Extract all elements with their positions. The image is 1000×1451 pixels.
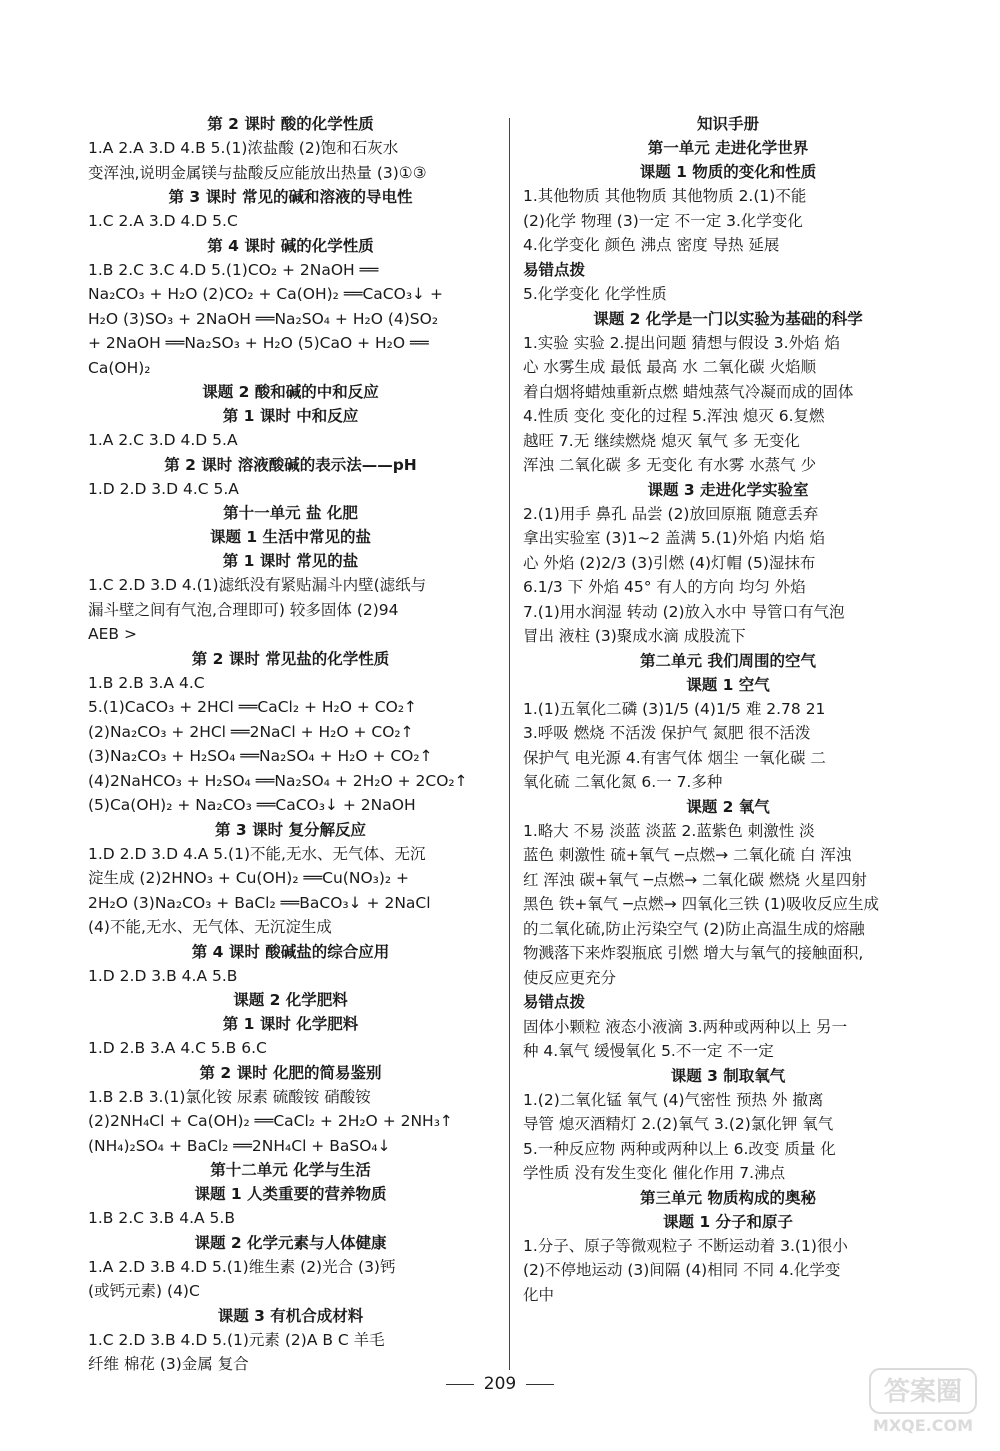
answer-line: 纤维 棉花 (3)金属 复合 xyxy=(88,1355,249,1373)
answer-line: 保护气 电光源 4.有害气体 烟尘 一氧化碳 二 xyxy=(523,748,826,767)
answer-line: 5.(1)CaCO₃ + 2HCl ══CaCl₂ + H₂O + CO₂↑ xyxy=(88,698,418,716)
answer-line: 红 浑浊 碳+氧气 ─点燃→ 二氧化碳 燃烧 火星四射 xyxy=(523,870,867,889)
answer-line: 1.(1)五氧化二磷 (3)1/5 (4)1/5 难 2.78 21 xyxy=(523,699,826,718)
answer-line: (2)不停地运动 (3)间隔 (4)相同 不同 4.化学变 xyxy=(523,1261,841,1279)
right-column xyxy=(523,112,933,1307)
watermark-bottom: MXQE.COM xyxy=(872,1416,974,1435)
answer-line: 7.(1)用水润湿 转动 (2)放入水中 导管口有气泡 xyxy=(523,602,845,621)
answer-line: 1.D 2.B 3.A 4.C 5.B 6.C xyxy=(88,1039,267,1057)
section-heading: 第一单元 走进化学世界 xyxy=(647,139,809,157)
answer-line: (2)化学 物理 (3)一定 不一定 3.化学变化 xyxy=(523,211,803,230)
answer-line: 1.B 2.C 3.C 4.D 5.(1)CO₂ + 2NaOH ══ xyxy=(88,260,379,279)
answer-line: 4.性质 变化 变化的过程 5.浑浊 熄灭 6.复燃 xyxy=(523,407,825,425)
left-column xyxy=(88,112,493,1377)
section-heading: 第 3 课时 复分解反应 xyxy=(215,820,366,839)
answer-line: 越旺 7.无 继续燃烧 熄灭 氧气 多 无变化 xyxy=(523,431,800,450)
answer-line: 3.呼吸 燃烧 不活泼 保护气 氮肥 很不活泼 xyxy=(523,724,811,742)
section-heading: 第十二单元 化学与生活 xyxy=(210,1161,371,1179)
answer-line: 心 外焰 (2)2/3 (3)引燃 (4)灯帽 (5)湿抹布 xyxy=(523,553,816,572)
answer-line: 2H₂O (3)Na₂CO₃ + BaCl₂ ══BaCO₃↓ + 2NaCl xyxy=(88,893,431,912)
answer-line: 固体小颗粒 液态小液滴 3.两种或两种以上 另一 xyxy=(523,1017,848,1036)
answer-line: (NH₄)₂SO₄ + BaCl₂ ══2NH₄Cl + BaSO₄↓ xyxy=(88,1136,391,1155)
answer-line: 浑浊 二氧化碳 多 无变化 有水雾 水蒸气 少 xyxy=(523,456,817,474)
answer-line: (2)Na₂CO₃ + 2HCl ══2NaCl + H₂O + CO₂↑ xyxy=(88,722,414,741)
section-heading: 课题 2 化学是一门以实验为基础的科学 xyxy=(593,309,863,328)
answer-line: 1.B 2.B 3.A 4.C xyxy=(88,673,205,692)
section-heading: 第 4 课时 酸碱盐的综合应用 xyxy=(191,942,390,961)
watermark-logo xyxy=(868,1367,978,1437)
section-heading: 课题 3 走进化学实验室 xyxy=(647,480,809,499)
section-heading: 第十一单元 盐 化肥 xyxy=(223,504,358,522)
section-heading: 课题 2 氧气 xyxy=(686,797,770,816)
section-heading: 课题 1 人类重要的营养物质 xyxy=(194,1185,387,1203)
answer-line: 拿出实验室 (3)1~2 盖满 5.(1)外焰 内焰 焰 xyxy=(523,529,826,547)
section-heading: 第 2 课时 溶液酸碱的表示法——pH xyxy=(164,455,417,474)
section-heading: 课题 3 制取氧气 xyxy=(670,1066,786,1085)
section-heading: 第二单元 我们周围的空气 xyxy=(640,651,816,670)
answer-line: 1.略大 不易 淡蓝 淡蓝 2.蓝紫色 刺激性 淡 xyxy=(523,821,815,840)
answer-line: 1.C 2.A 3.D 4.D 5.C xyxy=(88,212,238,230)
answer-line: 学性质 没有发生变化 催化作用 7.沸点 xyxy=(523,1164,786,1182)
answer-line: 1.D 2.D 3.D 4.C 5.A xyxy=(88,479,239,498)
subsection-label: 易错点拨 xyxy=(523,993,586,1011)
section-heading: 第 1 课时 常见的盐 xyxy=(222,552,359,570)
answer-line: (2)2NH₄Cl + Ca(OH)₂ ══CaCl₂ + 2H₂O + 2NH₃↑ xyxy=(88,1112,453,1130)
section-heading: 第 1 课时 中和反应 xyxy=(222,407,359,425)
answer-line: 1.(2)二氧化锰 氧气 (4)气密性 预热 外 撤离 xyxy=(523,1090,824,1109)
answer-line: 2.(1)用手 鼻孔 品尝 (2)放回原瓶 随意丢弃 xyxy=(523,504,819,523)
answer-line: 蓝色 刺激性 硫+氧气 ─点燃→ 二氧化硫 白 浑浊 xyxy=(523,846,852,864)
answer-line: 变浑浊,说明金属镁与盐酸反应能放出热量 (3)①③ xyxy=(88,163,427,182)
answer-line: 1.其他物质 其他物质 其他物质 2.(1)不能 xyxy=(523,187,807,205)
section-heading: 课题 2 化学肥料 xyxy=(233,991,348,1009)
answer-line: 1.B 2.B 3.(1)氯化铵 尿素 硫酸铵 硝酸铵 xyxy=(88,1087,371,1106)
answer-line: 使反应更充分 xyxy=(523,968,617,987)
answer-line: + 2NaOH ══Na₂SO₃ + H₂O (5)CaO + H₂O ══ xyxy=(88,334,429,352)
section-heading: 第三单元 物质构成的奥秘 xyxy=(640,1188,816,1207)
section-heading: 课题 2 酸和碱的中和反应 xyxy=(202,383,379,401)
page-number: 209 xyxy=(0,1374,1000,1394)
answer-line: 4.化学变化 颜色 沸点 密度 导热 延展 xyxy=(523,236,780,254)
subsection-label: 易错点拨 xyxy=(523,260,586,279)
section-heading: 第 2 课时 化肥的简易鉴别 xyxy=(199,1063,382,1082)
answer-line: (4)2NaHCO₃ + H₂SO₄ ══Na₂SO₄ + 2H₂O + 2CO₂↑ xyxy=(88,771,468,790)
answer-line: (或钙元素) (4)C xyxy=(88,1282,200,1300)
answer-line: 1.D 2.D 3.D 4.A 5.(1)不能,无水、无气体、无沉 xyxy=(88,844,426,863)
answer-line: H₂O (3)SO₃ + 2NaOH ══Na₂SO₄ + H₂O (4)SO₂ xyxy=(88,309,439,328)
answer-line: 5.化学变化 化学性质 xyxy=(523,285,667,303)
section-heading: 知识手册 xyxy=(696,115,759,133)
column-divider xyxy=(509,118,510,1370)
answer-line: 1.B 2.C 3.B 4.A 5.B xyxy=(88,1209,235,1227)
section-heading: 第 3 课时 常见的碱和溶液的导电性 xyxy=(168,188,413,206)
answer-line: 黑色 铁+氧气 ─点燃→ 四氧化三铁 (1)吸收反应生成 xyxy=(523,895,879,913)
section-heading: 课题 1 生活中常见的盐 xyxy=(209,528,372,546)
answer-line: 导管 熄灭酒精灯 2.(2)氧气 3.(2)氯化钾 氧气 xyxy=(523,1115,834,1133)
answer-line: 化中 xyxy=(523,1285,555,1304)
answer-line: 淀生成 (2)2HNO₃ + Cu(OH)₂ ══Cu(NO₃)₂ + xyxy=(88,869,410,887)
answer-line: 种 4.氧气 缓慢氧化 5.不一定 不一定 xyxy=(523,1042,774,1060)
answer-line: 5.一种反应物 两种或两种以上 6.改变 质量 化 xyxy=(523,1139,836,1158)
answer-line: 6.1/3 下 外焰 45° 有人的方向 均匀 外焰 xyxy=(523,578,806,596)
section-heading: 课题 1 分子和原子 xyxy=(662,1212,794,1231)
answer-line: 冒出 液柱 (3)聚成水滴 成股流下 xyxy=(523,627,746,645)
answer-line: Ca(OH)₂ xyxy=(88,358,151,377)
section-heading: 第 1 课时 化学肥料 xyxy=(222,1015,359,1033)
answer-line: 1.C 2.D 3.B 4.D 5.(1)元素 (2)A B C 羊毛 xyxy=(88,1330,385,1349)
answer-line: 着白烟将蜡烛重新点燃 蜡烛蒸气冷凝而成的固体 xyxy=(523,382,854,401)
answer-line: 1.A 2.C 3.D 4.D 5.A xyxy=(88,431,238,449)
section-heading: 第 2 课时 酸的化学性质 xyxy=(207,115,374,133)
answer-line: 的二氧化硫,防止污染空气 (2)防止高温生成的熔融 xyxy=(523,919,865,938)
section-heading: 课题 3 有机合成材料 xyxy=(217,1306,364,1325)
answer-line: (4)不能,无水、无气体、无沉淀生成 xyxy=(88,918,332,936)
section-heading: 课题 2 化学元素与人体健康 xyxy=(194,1233,387,1252)
answer-line: 漏斗壁之间有气泡,合理即可) 较多固体 (2)94 xyxy=(88,600,399,619)
answer-line: 1.A 2.A 3.D 4.B 5.(1)浓盐酸 (2)饱和石灰水 xyxy=(88,139,399,157)
answer-line: 1.A 2.D 3.B 4.D 5.(1)维生素 (2)光合 (3)钙 xyxy=(88,1257,396,1276)
section-heading: 课题 1 空气 xyxy=(686,675,770,694)
watermark-top: 答案圈 xyxy=(883,1377,963,1407)
answer-line: Na₂CO₃ + H₂O (2)CO₂ + Ca(OH)₂ ══CaCO₃↓ + xyxy=(88,285,443,303)
answer-line: 氧化硫 二氧化氮 6.一 7.多种 xyxy=(523,773,723,791)
answer-line: 1.C 2.D 3.D 4.(1)滤纸没有紧贴漏斗内壁(滤纸与 xyxy=(88,576,427,594)
answer-line: (3)Na₂CO₃ + H₂SO₄ ══Na₂SO₄ + H₂O + CO₂↑ xyxy=(88,747,433,765)
answer-line: 1.实验 实验 2.提出问题 猜想与假设 3.外焰 焰 xyxy=(523,333,841,352)
answer-line: 心 水雾生成 最低 最高 水 二氧化碳 火焰顺 xyxy=(523,358,817,376)
section-heading: 第 4 课时 碱的化学性质 xyxy=(207,236,374,255)
answer-line: 1.D 2.D 3.B 4.A 5.B xyxy=(88,966,238,985)
answer-line: (5)Ca(OH)₂ + Na₂CO₃ ══CaCO₃↓ + 2NaOH xyxy=(88,796,416,814)
section-heading: 课题 1 物质的变化和性质 xyxy=(639,163,817,181)
section-heading: 第 2 课时 常见盐的化学性质 xyxy=(191,649,390,668)
answer-line: 1.分子、原子等微观粒子 不断运动着 3.(1)很小 xyxy=(523,1236,848,1255)
answer-line: AEB > xyxy=(88,625,137,643)
answer-line: 物溅落下来炸裂瓶底 引燃 增大与氧气的接触面积, xyxy=(523,944,864,962)
